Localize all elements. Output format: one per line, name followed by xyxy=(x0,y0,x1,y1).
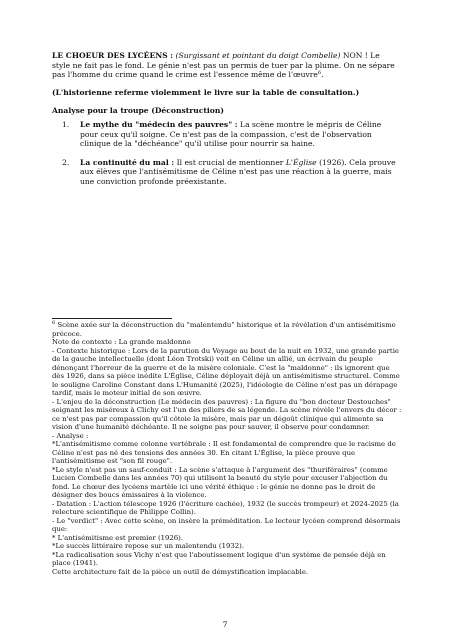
list-item-title: La continuité du mal : xyxy=(80,157,175,167)
chorus-speaker: LE CHOEUR DES LYCÉENS : xyxy=(52,51,174,60)
footnote-block xyxy=(52,321,402,576)
footnote-line: - Le "verdict" : Avec cette scène, on insère la préméditation. Le lecteur lycéen comprend désormais que: xyxy=(52,516,401,533)
stage-direction: (L'historienne referme violemment le livre sur la table de consultation.) xyxy=(52,88,360,97)
footnote-reference[interactable]: 6 xyxy=(317,70,322,77)
footnote-mark: 6 xyxy=(52,320,56,326)
footnote-line: Cette architecture fait de la pièce un outil de démystification implacable. xyxy=(52,567,309,576)
analysis-list xyxy=(52,120,400,196)
footnote-line: - Contexte historique : Lors de la parution du Voyage au bout de la nuit en 1932, une grande partie de la gauche intellectuelle (dont Léon Trotski) voit en Céline un allié, un écrivain du peuple dénonçant l'horreur de la guerre et de la misère coloniale. C'est la "maldonne" : ils ignorent que dès 1926, dans sa pièce inédite L'Église, Céline déployait déjà un antisémitisme structurel. Comme le souligne Caroline Constant dans L'Humanité (2025), l'idéologie de Céline n'est pas un dérapage tardif, mais le moteur initial de son œuvre. xyxy=(52,346,400,397)
list-item-text: Il est crucial de mentionner xyxy=(174,157,286,167)
chorus-line-end: . xyxy=(321,70,324,80)
chorus-line: NON ! Le style ne fait pas le fond. Le génie n'est pas un permis de tuer par la plume. On ne sépare pas l'homme du crime quand le crime est l'essence même de l'œuvre xyxy=(52,51,395,80)
page-number: 7 xyxy=(222,620,228,629)
list-item-number: 1. xyxy=(62,120,70,129)
list-item xyxy=(52,120,400,149)
footnote-line: *La radicalisation sous Vichy n'est que l'aboutissement logique d'un système de pensée déjà en place (1941). xyxy=(52,550,386,567)
list-item-title: Le mythe du "médecin des pauvres" : xyxy=(80,120,238,129)
footnote-line: *L'antisémitisme comme colonne vertébrale : Il est fondamental de comprendre que le racisme de Céline n'est pas né des tensions des années 30. En citant L'Église, la pièce prouve que l'antisémitisme est "son fil rouge". xyxy=(52,440,396,465)
list-item xyxy=(52,158,400,187)
list-item-text: La scène montre le mépris de Céline pour ceux qu'il soigne. Ce n'est pas de la compassion, c'est de l'observation clinique de la "déchéance" qu'il utilise pour nourrir sa haine. xyxy=(80,120,382,149)
footnote-line: - Analyse : xyxy=(52,431,89,440)
list-item-number: 2. xyxy=(62,157,70,167)
chorus-stage-direction: (Surgissant et pointant du doigt Combelle) xyxy=(175,51,341,60)
list-item-italic-title: L'Église xyxy=(285,157,317,167)
footnote-separator xyxy=(52,318,172,319)
chorus-paragraph xyxy=(52,51,400,80)
footnote-line: * L'antisémitisme est premier (1926). xyxy=(52,533,184,542)
footnote-line: - Datation : L'action télescope 1926 (l'écriture cachée), 1932 (le succès trompeur) et 2024-2025 (la relecture scientifique de Philippe Collin). xyxy=(52,499,399,516)
footnote-line: - L'enjeu de la déconstruction (Le médecin des pauvres) : La figure du "bon docteur Destouches" soignant les miséreux à Clichy est l'un des piliers de sa légende. La scène révèle l'envers du décor : ce n'est pas par compassion qu'il côtoie la misère, mais par un dégoût clinique qui alimente sa vision d'une humanité déchéante. Il ne soigne pas pour sauver, il observe pour condamner. xyxy=(52,397,402,431)
footnote-line: $^6$ Scène axée sur la déconstruction du "malentendu" historique et la révélation d'un antisémitisme précoce. xyxy=(52,320,396,338)
footnote-line: *Le succès littéraire repose sur un malentendu (1932). xyxy=(52,542,245,550)
list-item-text: (1926). Cela prouve aux élèves que l'antisémitisme de Céline n'est pas une réaction à la guerre, mais une conviction profonde préexistante. xyxy=(80,157,396,186)
footnote-line: Note de contexte : La grande maldonne xyxy=(52,338,191,346)
footnote-line: *Le style n'est pas un sauf-conduit : La scène s'attaque à l'argument des "thuriféraires" (comme Lucien Combelle dans les années 70) qui utilisent la beauté du style pour excuser l'abjection du fond. Le chœur des lycéens martèle ici une vérité éthique : le génie ne donne pas le droit de désigner des boucs émissaires à la violence. xyxy=(52,465,388,499)
analysis-heading: Analyse pour la troupe (Déconstruction) xyxy=(52,106,224,115)
